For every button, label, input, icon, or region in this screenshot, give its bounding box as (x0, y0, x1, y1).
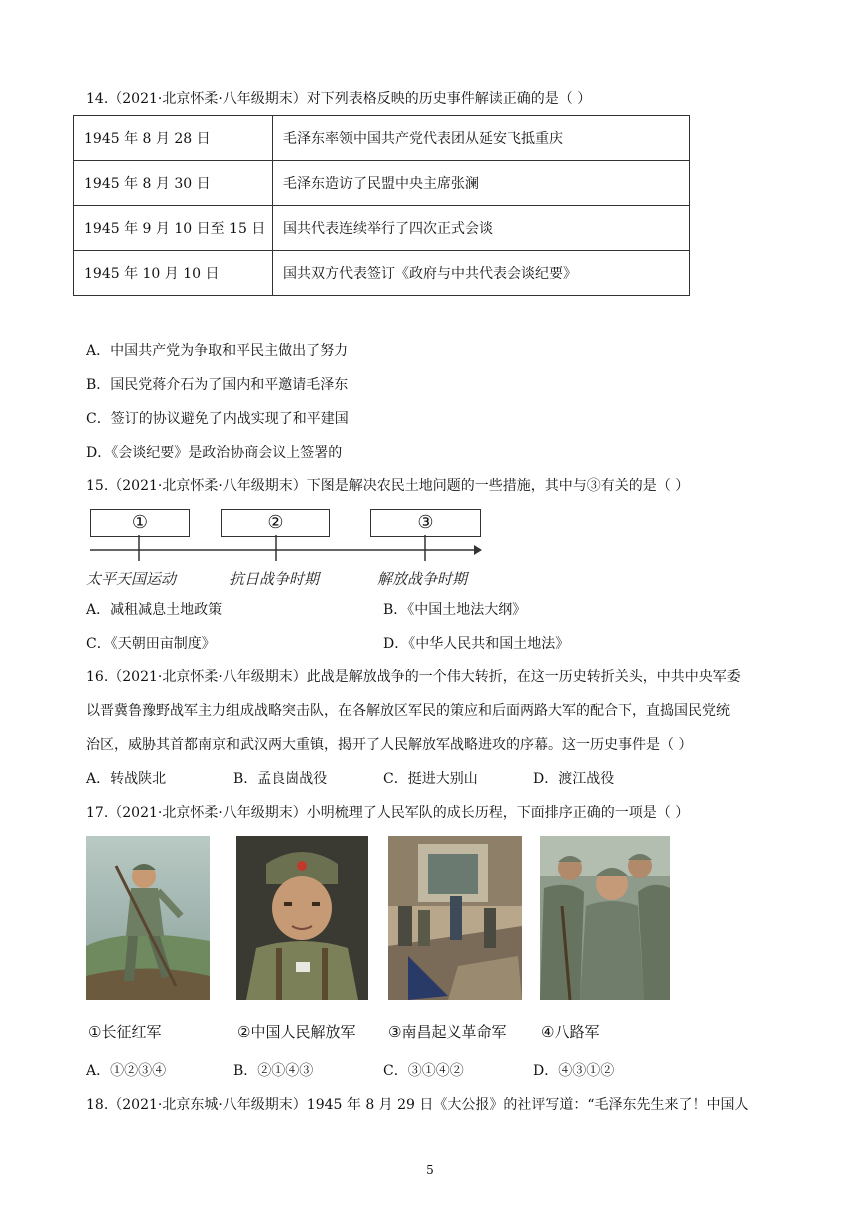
q15-option-d[interactable]: D．《中华人民共和国土地法》 (383, 636, 570, 652)
timeline-box-3 (370, 509, 481, 537)
q17-option-d[interactable]: D．④③①② (533, 1063, 615, 1079)
table-row (74, 251, 690, 296)
q17-option-a[interactable]: A．①②③④ (86, 1063, 167, 1079)
q14-event-table (73, 115, 690, 296)
table-row (74, 206, 690, 251)
table-cell-event: 国共双方代表签订《政府与中共代表会谈纪要》 (273, 251, 690, 296)
q16-stem-line-2: 以晋冀鲁豫野战军主力组成战略突击队，在各解放区军民的策应和后面两路大军的配合下，直捣国民党统 (86, 703, 730, 719)
timeline-label-2: 抗日战争时期 (229, 570, 320, 588)
q16-stem-line-3: 治区，威胁其首都南京和武汉两大重镇，揭开了人民解放军战略进攻的序幕。这一历史事件是（ ） (86, 737, 693, 753)
q18-stem: 18.（2021·北京东城·八年级期末）1945 年 8 月 29 日《大公报》的社评写道：“毛泽东先生来了！中国人 (86, 1097, 749, 1113)
timeline-box-label: ② (267, 512, 284, 533)
q15-option-b[interactable]: B．《中国土地法大纲》 (383, 602, 527, 618)
q14-stem: 14.（2021·北京怀柔·八年级期末）对下列表格反映的历史事件解读正确的是（ ） (86, 91, 592, 107)
table-cell-date: 1945 年 8 月 28 日 (74, 116, 273, 161)
page-number: 5 (426, 1163, 434, 1177)
q16-option-c[interactable]: C．挺进大别山 (383, 771, 478, 787)
table-cell-date: 1945 年 9 月 10 日至 15 日 (74, 206, 273, 251)
photo-long-march-soldier (86, 836, 210, 1000)
q15-option-a[interactable]: A．减租减息土地政策 (86, 602, 223, 618)
table-cell-event: 国共代表连续举行了四次正式会谈 (273, 206, 690, 251)
photo-pla-soldier (236, 836, 368, 1000)
photo-caption-1: ①长征红军 (88, 1023, 162, 1041)
photo-eighth-route-army (540, 836, 670, 1000)
photo-caption-3: ③南昌起义革命军 (388, 1023, 507, 1041)
photo-nanchang-uprising (388, 836, 522, 1000)
photo-caption-4: ④八路军 (541, 1023, 600, 1041)
timeline-box-2 (221, 509, 330, 537)
q17-stem: 17.（2021·北京怀柔·八年级期末）小明梳理了人民军队的成长历程，下面排序正确的一项是（ ） (86, 805, 690, 821)
photo-caption-2: ②中国人民解放军 (237, 1023, 356, 1041)
q16-option-d[interactable]: D．渡江战役 (533, 771, 615, 787)
timeline-label-3: 解放战争时期 (377, 570, 468, 588)
q16-stem-line-1: 16.（2021·北京怀柔·八年级期末）此战是解放战争的一个伟大转折，在这一历史转折关头，中共中央军委 (86, 669, 741, 685)
table-cell-date: 1945 年 10 月 10 日 (74, 251, 273, 296)
q17-option-b[interactable]: B．②①④③ (233, 1063, 314, 1079)
table-cell-date: 1945 年 8 月 30 日 (74, 161, 273, 206)
timeline-arrow-icon (474, 545, 482, 555)
timeline-box-1 (90, 509, 190, 537)
q17-option-c[interactable]: C．③①④② (383, 1063, 464, 1079)
q14-option-b[interactable]: B．国民党蒋介石为了国内和平邀请毛泽东 (86, 377, 349, 393)
q15-option-c[interactable]: C．《天朝田亩制度》 (86, 636, 216, 652)
table-row (74, 116, 690, 161)
timeline-box-label: ① (131, 512, 149, 533)
q16-option-b[interactable]: B．孟良崮战役 (233, 771, 328, 787)
q15-stem: 15.（2021·北京怀柔·八年级期末）下图是解决农民土地问题的一些措施，其中与③有关的是（ ） (86, 478, 690, 494)
q14-option-d[interactable]: D．《会谈纪要》是政治协商会议上签署的 (86, 445, 343, 461)
timeline-box-label: ③ (417, 512, 434, 533)
table-row (74, 161, 690, 206)
timeline-label-1: 太平天国运动 (86, 570, 177, 588)
q14-option-c[interactable]: C．签订的协议避免了内战实现了和平建国 (86, 411, 349, 427)
q14-option-a[interactable]: A．中国共产党为争取和平民主做出了努力 (86, 343, 349, 359)
table-cell-event: 毛泽东造访了民盟中央主席张澜 (273, 161, 690, 206)
q16-option-a[interactable]: A．转战陕北 (86, 771, 167, 787)
table-cell-event: 毛泽东率领中国共产党代表团从延安飞抵重庆 (273, 116, 690, 161)
timeline-axis (86, 535, 486, 569)
